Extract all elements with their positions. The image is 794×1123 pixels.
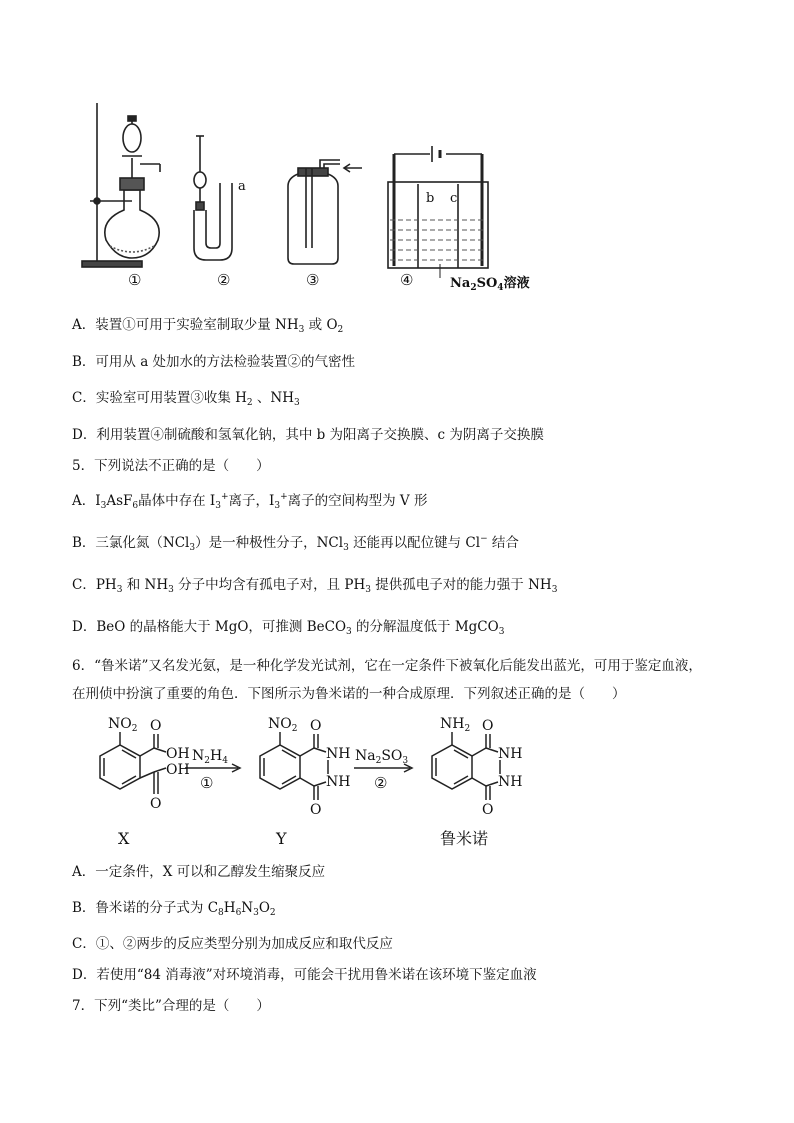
luminol-synthesis-scheme bbox=[70, 712, 560, 860]
q4-option-a: A．装置①可用于实验室制取少量 $NH_3$ 或 $O_2$ bbox=[72, 317, 344, 335]
apparatus-1-number: ① bbox=[128, 271, 142, 289]
x-o-bottom: O bbox=[150, 796, 162, 812]
compound-luminol-label: 鲁米诺 bbox=[440, 829, 489, 848]
q4-option-c: C．实验室可用装置③收集 $H_2$ 、$NH_3$ bbox=[72, 390, 300, 408]
apparatus-4 bbox=[388, 146, 488, 278]
luminol-nh2-label: $NH_2$ bbox=[440, 716, 471, 734]
q6-option-a: A．一定条件，X 可以和乙醇发生缩聚反应 bbox=[72, 864, 326, 880]
q4-option-b: B．可用从 a 处加水的方法检验装置②的气密性 bbox=[72, 354, 356, 370]
y-no2-label: $NO_2$ bbox=[268, 716, 298, 734]
solution-label: $Na_2SO_4$溶液 bbox=[450, 276, 530, 293]
q4-option-d: D．利用装置④制硫酸和氢氧化钠，其中 b 为阳离子交换膜、c 为阴离子交换膜 bbox=[72, 427, 544, 443]
x-oh-top: OH bbox=[166, 746, 190, 762]
luminol-o-top: O bbox=[482, 718, 494, 734]
molecule-y bbox=[260, 732, 328, 800]
q6-option-c: C．①、②两步的反应类型分别为加成反应和取代反应 bbox=[72, 936, 393, 952]
reagent-2: $Na_2SO_3$ bbox=[355, 748, 409, 766]
q6-option-b: B．鲁米诺的分子式为 $C_8H_6N_3O_2$ bbox=[72, 900, 276, 918]
compound-x-label: X bbox=[118, 829, 130, 848]
x-o-top: O bbox=[150, 718, 162, 734]
electrode-label-b: b bbox=[426, 191, 435, 206]
apparatus-4-number: ④ bbox=[400, 271, 414, 289]
compound-y-label: Y bbox=[276, 829, 287, 848]
q5-option-c: C．$PH_3$ 和 $NH_3$ 分子中均含有孤电子对，且 $PH_3$ 提供孤电子对的能力强于 $NH_3$ bbox=[72, 577, 558, 595]
reagent-1: $N_2H_4$ bbox=[192, 748, 228, 766]
step-2-number: ② bbox=[374, 774, 388, 792]
x-oh-bottom: OH bbox=[166, 762, 190, 778]
q5-option-a: A．$I_3AsF_6$晶体中存在 $I_3^+$离子，$I_3^+$离子的空间构型为 V 形 bbox=[72, 492, 428, 511]
y-nh-top: NH bbox=[326, 746, 351, 762]
apparatus-3-number: ③ bbox=[306, 271, 320, 289]
q5-option-d: D．BeO 的晶格能大于 MgO，可推测 BeCO$_3$ 的分解温度低于 MgCO$_3$ bbox=[72, 619, 505, 637]
q5-option-b: B．三氯化氮（NCl$_3$）是一种极性分子，NCl$_3$ 还能再以配位键与 Cl− 结合 bbox=[72, 534, 519, 553]
molecule-luminol bbox=[432, 732, 500, 800]
q7-stem: 7．下列“类比”合理的是（ ） bbox=[72, 998, 270, 1014]
apparatus-1 bbox=[82, 103, 160, 267]
apparatus-3 bbox=[288, 160, 362, 264]
y-nh-bottom: NH bbox=[326, 774, 351, 790]
apparatus-2-number: ② bbox=[217, 271, 231, 289]
step-1-number: ① bbox=[200, 774, 214, 792]
q6-stem-line2: 在刑侦中扮演了重要的角色．下图所示为鲁米诺的一种合成原理．下列叙述正确的是（ ） bbox=[72, 686, 626, 702]
q6-stem-line1: 6．“鲁米诺”又名发光氨，是一种化学发光试剂，它在一定条件下被氧化后能发出蓝光，可用于鉴定血液， bbox=[72, 658, 702, 674]
y-o-bottom: O bbox=[310, 802, 322, 818]
electrode-label-c: c bbox=[450, 191, 458, 206]
molecule-x bbox=[100, 732, 166, 794]
q5-stem: 5．下列说法不正确的是（ ） bbox=[72, 458, 270, 474]
apparatus-figure bbox=[70, 98, 540, 298]
y-o-top: O bbox=[310, 718, 322, 734]
tube-label-a: a bbox=[238, 179, 246, 194]
x-no2-label: $NO_2$ bbox=[108, 716, 138, 734]
q6-option-d: D．若使用“84 消毒液”对环境消毒，可能会干扰用鲁米诺在该环境下鉴定血液 bbox=[72, 967, 537, 983]
luminol-nh-bottom: NH bbox=[498, 774, 523, 790]
luminol-o-bottom: O bbox=[482, 802, 494, 818]
apparatus-2 bbox=[194, 136, 246, 260]
luminol-nh-top: NH bbox=[498, 746, 523, 762]
